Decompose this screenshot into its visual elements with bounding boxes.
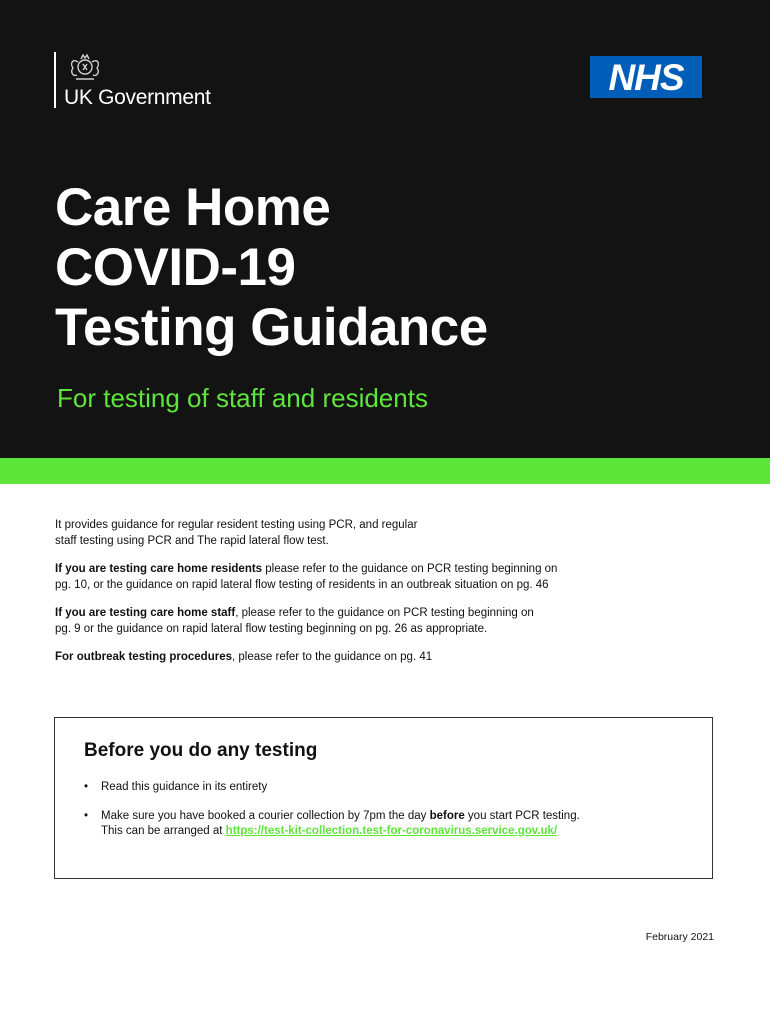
staff-line-1: , please refer to the guidance on PCR testing beginning on xyxy=(235,607,534,619)
staff-paragraph xyxy=(55,606,655,637)
publication-date: February 2021 xyxy=(645,931,714,943)
document-subtitle: For testing of staff and residents xyxy=(57,383,428,413)
intro-text xyxy=(55,518,655,666)
nhs-logo xyxy=(590,56,702,98)
item-courier-text-end: you start PCR testing. xyxy=(464,809,580,822)
item-courier-text: Make sure you have booked a courier collection by 7pm the day xyxy=(101,809,430,822)
royal-coat-of-arms-icon xyxy=(62,50,108,84)
courier-collection-link[interactable]: https://test-kit-collection.test-for-coronavirus.service.gov.uk/ xyxy=(225,825,558,837)
outbreak-rest: , please refer to the guidance on pg. 41 xyxy=(232,651,433,663)
residents-line-2: pg. 10, or the guidance on rapid lateral flow testing of residents in an outbreak situation on pg. 46 xyxy=(55,578,549,591)
intro-paragraph xyxy=(55,518,455,549)
intro-line-1: It provides guidance for regular resident testing using PCR, and regular xyxy=(55,519,418,531)
logo-divider xyxy=(54,52,56,108)
bullet-icon: • xyxy=(84,809,89,822)
item-courier-emphasis: before xyxy=(429,809,465,822)
outbreak-lead: For outbreak testing procedures xyxy=(55,651,233,663)
nhs-logo-text: NHS xyxy=(608,56,684,98)
item-arrange-prefix: This can be arranged at xyxy=(101,825,226,837)
staff-lead: If you are testing care home staff xyxy=(55,607,236,619)
title-line-2: COVID-19 xyxy=(55,238,296,297)
outbreak-paragraph xyxy=(55,650,655,666)
before-testing-heading: Before you do any testing xyxy=(84,740,318,761)
uk-government-logo xyxy=(54,50,254,112)
residents-lead: If you are testing care home residents xyxy=(55,563,263,575)
residents-line-1: please refer to the guidance on PCR testing beginning on xyxy=(262,563,558,575)
list-item xyxy=(84,780,684,796)
document-title xyxy=(55,178,488,358)
intro-line-2: staff testing using PCR and The rapid lateral flow test. xyxy=(55,534,329,547)
title-line-3: Testing Guidance xyxy=(55,298,488,357)
bullet-icon: • xyxy=(84,781,89,793)
list-item xyxy=(84,809,684,840)
before-testing-list xyxy=(84,780,684,853)
before-testing-box xyxy=(54,717,713,879)
staff-line-2: pg. 9 or the guidance on rapid lateral flow testing beginning on pg. 26 as appropriate. xyxy=(55,622,488,635)
residents-paragraph xyxy=(55,562,655,593)
green-accent-band xyxy=(0,458,770,484)
item-read-guidance: Read this guidance in its entirety xyxy=(101,781,268,793)
government-name: UK Government xyxy=(64,86,211,109)
title-line-1: Care Home xyxy=(55,178,331,237)
